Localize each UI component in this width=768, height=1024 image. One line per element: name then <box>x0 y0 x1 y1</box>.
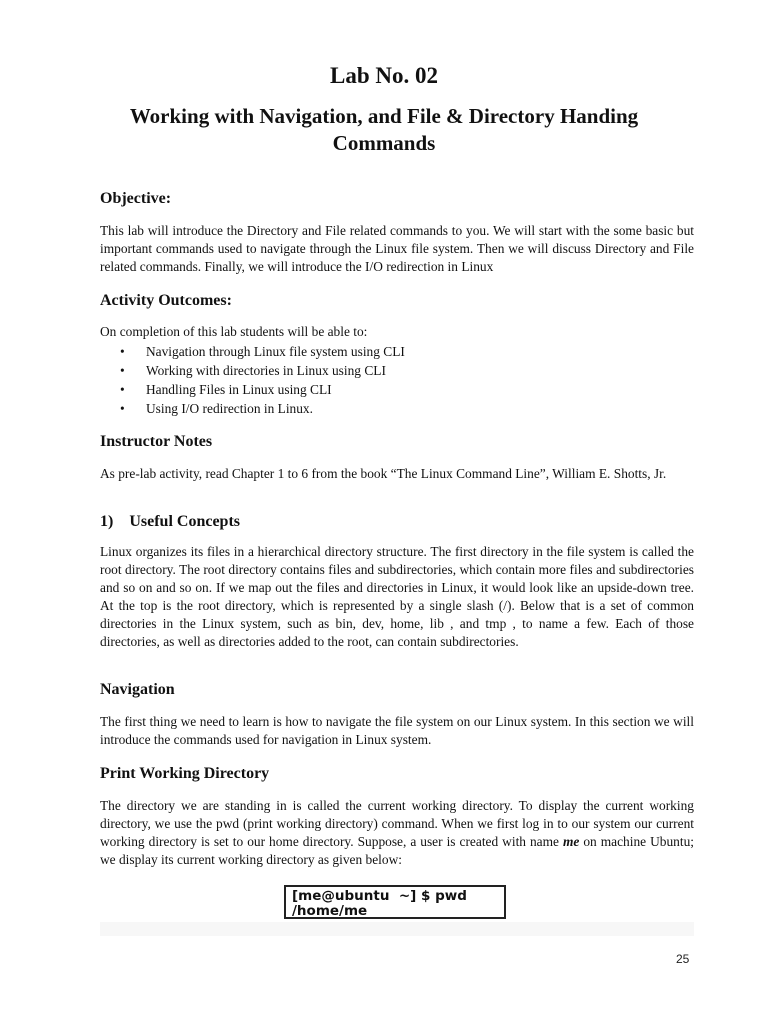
lab-subtitle: Working with Navigation, and File & Directory Handing Commands <box>129 104 639 155</box>
navigation-heading: Navigation <box>100 681 175 698</box>
terminal-command-line: [me@ubuntu ~] $ pwd <box>292 888 467 904</box>
terminal-output-line: /home/me <box>292 903 368 919</box>
objective-heading: Objective: <box>100 190 172 207</box>
shaded-band <box>100 922 694 936</box>
pwd-heading: Print Working Directory <box>100 765 270 782</box>
terminal-output-box <box>284 885 506 919</box>
list-item: • Handling Files in Linux using CLI <box>100 380 660 399</box>
lab-title: Lab No. 02 <box>330 63 438 88</box>
objective-text: This lab will introduce the Directory and File related commands to you. We will start with the some basic but important commands used to navigate through the Linux file system. Then we will discuss Directory and File related commands. Finally, we will introduce the I/O redirection in Linux <box>100 223 694 274</box>
navigation-text: The first thing we need to learn is how to navigate the file system on our Linux system. In this section we will introduce the commands used for navigation in Linux system. <box>100 714 694 747</box>
useful-concepts-text: Linux organizes its files in a hierarchical directory structure. The first directory in the file system is called the root directory. The root directory contains files and subdirectories, which contain more files and subdirectories and so on and so on. If we map out the files and directories in Linux, it would look like an upside-down tree. At the top is the root directory, which is represented by a single slash (/). Below that is a set of common directories in the Linux system, such as bin, dev, home, lib , and tmp , to name a few. Each of those directories, as well as directories added to the root, can contain subdirectories. <box>100 544 694 649</box>
instructor-notes-heading: Instructor Notes <box>100 433 213 450</box>
page-number: 25 <box>676 952 690 966</box>
activity-outcomes-intro: On completion of this lab students will be able to: <box>100 324 368 339</box>
useful-concepts-heading: 1) Useful Concepts <box>100 513 240 530</box>
username-emphasis: me <box>562 834 580 849</box>
list-item: • Working with directories in Linux using CLI <box>100 361 660 380</box>
pwd-text: The directory we are standing in is called the current working directory. To display the current working directory, we use the pwd (print working directory) command. When we first log in to our system our current working directory is set to our home directory. Suppose, a user is created with name me on machine Ubuntu; we display its current working directory as given below: <box>100 798 694 867</box>
list-item: • Using I/O redirection in Linux. <box>100 399 660 418</box>
instructor-notes-text: As pre-lab activity, read Chapter 1 to 6 from the book “The Linux Command Line”, William E. Shotts, Jr. <box>100 466 667 481</box>
activity-outcomes-heading: Activity Outcomes: <box>100 292 232 309</box>
list-item: • Navigation through Linux file system using CLI <box>100 342 660 361</box>
activity-outcomes-list <box>100 342 660 418</box>
